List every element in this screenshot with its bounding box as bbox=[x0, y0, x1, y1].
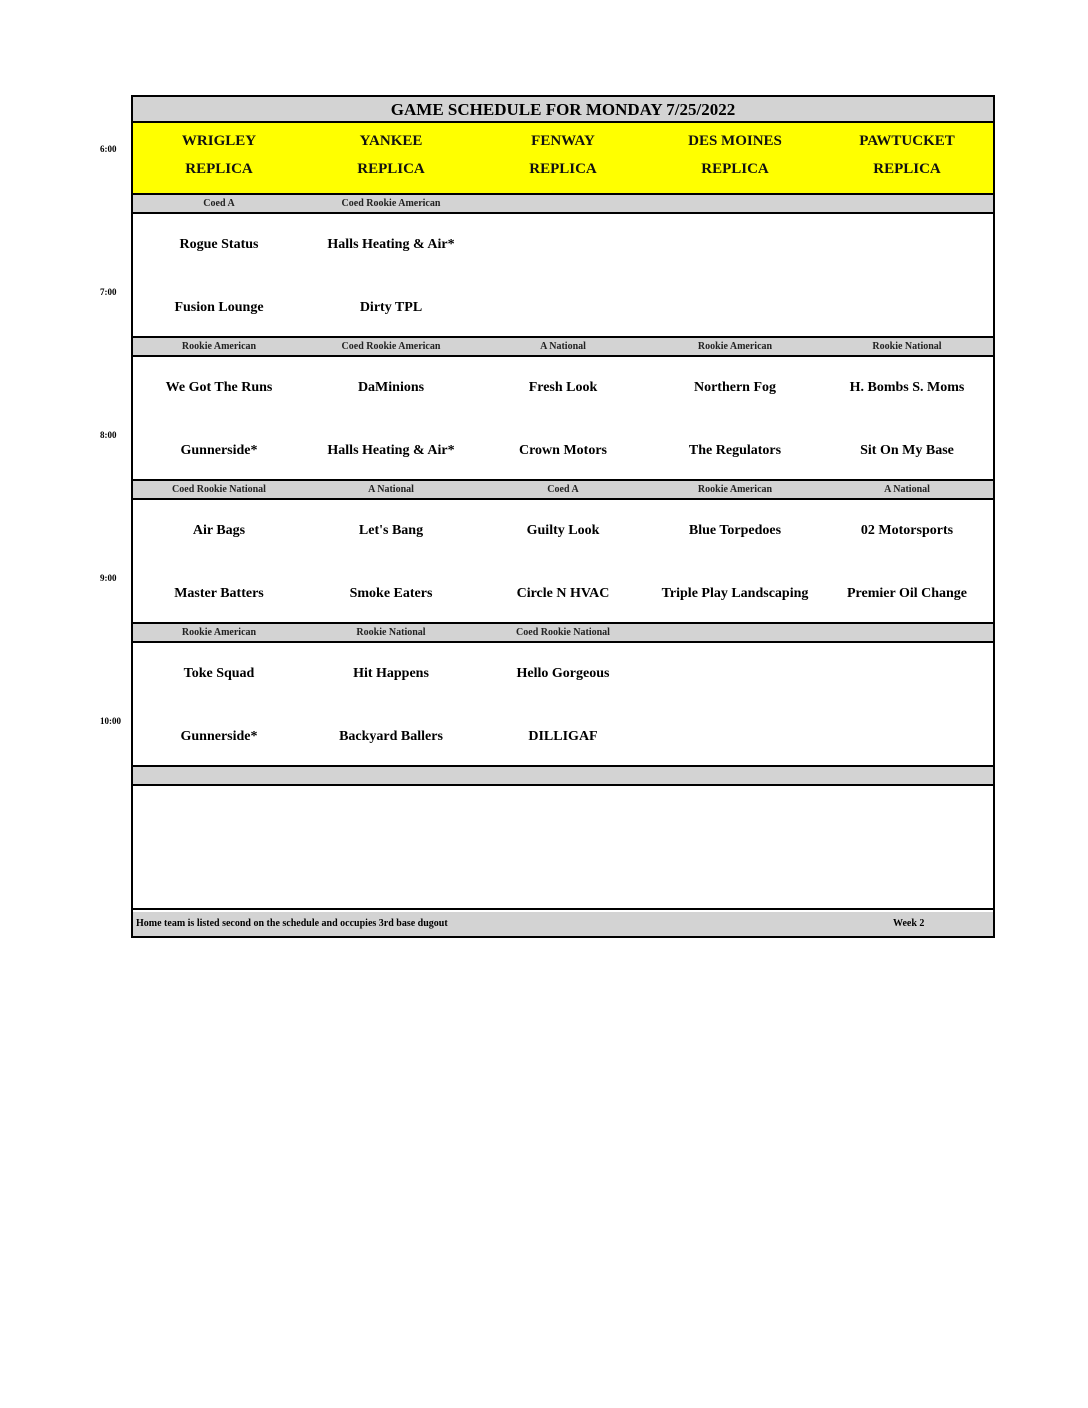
division-label: A National bbox=[821, 481, 993, 500]
home-team: Circle N HVAC bbox=[516, 586, 610, 601]
home-team: Smoke Eaters bbox=[349, 586, 433, 601]
field-header-pawtucket bbox=[821, 123, 993, 195]
away-team: Hit Happens bbox=[353, 666, 429, 681]
game-cell bbox=[477, 786, 651, 910]
home-team: Crown Motors bbox=[518, 443, 607, 458]
time-label: 10:00 bbox=[100, 716, 121, 726]
division-label: Rookie American bbox=[649, 481, 823, 500]
division-label bbox=[821, 767, 993, 786]
game-cell bbox=[477, 500, 651, 624]
time-label: 7:00 bbox=[100, 287, 117, 297]
game-cell bbox=[821, 643, 993, 767]
game-cell bbox=[649, 357, 823, 481]
game-cell bbox=[305, 357, 479, 481]
game-cell bbox=[821, 786, 993, 910]
away-team: Rogue Status bbox=[179, 237, 259, 252]
home-team: Master Batters bbox=[174, 586, 264, 601]
field-header-fenway bbox=[477, 123, 651, 195]
home-team: Halls Heating & Air* bbox=[327, 443, 455, 458]
division-label bbox=[133, 767, 307, 786]
home-team: Dirty TPL bbox=[359, 300, 423, 315]
division-label bbox=[649, 624, 823, 643]
field-type: REPLICA bbox=[357, 161, 425, 177]
field-name: DES MOINES bbox=[688, 133, 782, 149]
away-team: Northern Fog bbox=[693, 380, 777, 395]
home-team: Gunnerside* bbox=[180, 729, 258, 744]
away-team: Fresh Look bbox=[528, 380, 598, 395]
away-team: Air Bags bbox=[192, 523, 246, 538]
home-team: DILLIGAF bbox=[528, 729, 598, 744]
division-label: Rookie American bbox=[649, 338, 823, 357]
away-team: Guilty Look bbox=[526, 523, 600, 538]
week-label: Week 2 bbox=[893, 918, 925, 929]
game-cell bbox=[477, 357, 651, 481]
game-cell bbox=[305, 500, 479, 624]
game-cell bbox=[477, 214, 651, 338]
home-team-note: Home team is listed second on the schedule and occupies 3rd base dugout bbox=[136, 918, 448, 929]
game-cell bbox=[821, 357, 993, 481]
division-label: Coed Rookie National bbox=[133, 481, 307, 500]
game-cell bbox=[649, 500, 823, 624]
field-name: WRIGLEY bbox=[181, 133, 257, 149]
game-cell bbox=[477, 643, 651, 767]
field-type: REPLICA bbox=[701, 161, 769, 177]
home-team: Fusion Lounge bbox=[174, 300, 264, 315]
division-label: Coed Rookie National bbox=[477, 624, 651, 643]
game-cell bbox=[821, 500, 993, 624]
game-cell bbox=[649, 786, 823, 910]
away-team: 02 Motorsports bbox=[860, 523, 954, 538]
game-cell bbox=[133, 643, 307, 767]
field-name: FENWAY bbox=[531, 133, 595, 149]
division-label bbox=[821, 624, 993, 643]
division-label: Rookie American bbox=[133, 624, 307, 643]
game-cell bbox=[821, 214, 993, 338]
away-team: Blue Torpedoes bbox=[688, 523, 782, 538]
game-cell bbox=[133, 786, 307, 910]
division-label: Rookie American bbox=[133, 338, 307, 357]
division-label bbox=[649, 767, 823, 786]
away-team: DaMinions bbox=[357, 380, 425, 395]
division-label: Coed A bbox=[477, 481, 651, 500]
away-team: We Got The Runs bbox=[165, 380, 273, 395]
schedule-table bbox=[131, 95, 995, 938]
division-label: Rookie National bbox=[821, 338, 993, 357]
division-label: Coed Rookie American bbox=[305, 195, 479, 214]
division-label bbox=[649, 195, 823, 214]
home-team: Triple Play Landscaping bbox=[661, 586, 809, 601]
home-team: Premier Oil Change bbox=[846, 586, 968, 601]
field-header-wrigley bbox=[133, 123, 307, 195]
game-cell bbox=[305, 214, 479, 338]
game-cell bbox=[649, 214, 823, 338]
time-label: 9:00 bbox=[100, 573, 117, 583]
field-name: YANKEE bbox=[359, 133, 423, 149]
home-team: The Regulators bbox=[688, 443, 782, 458]
division-label bbox=[821, 195, 993, 214]
field-type: REPLICA bbox=[529, 161, 597, 177]
away-team: Hello Gorgeous bbox=[516, 666, 610, 681]
time-label: 6:00 bbox=[100, 144, 117, 154]
division-label: A National bbox=[305, 481, 479, 500]
schedule-title: GAME SCHEDULE FOR MONDAY 7/25/2022 bbox=[133, 97, 993, 123]
schedule-footer bbox=[133, 912, 993, 936]
game-cell bbox=[133, 500, 307, 624]
field-type: REPLICA bbox=[185, 161, 253, 177]
home-team: Sit On My Base bbox=[860, 443, 954, 458]
division-label bbox=[477, 195, 651, 214]
division-label: Coed A bbox=[133, 195, 307, 214]
game-cell bbox=[305, 786, 479, 910]
field-header-des-moines bbox=[649, 123, 823, 195]
time-label: 8:00 bbox=[100, 430, 117, 440]
home-team: Backyard Ballers bbox=[339, 729, 443, 744]
away-team: Halls Heating & Air* bbox=[327, 237, 455, 252]
division-label: Coed Rookie American bbox=[305, 338, 479, 357]
home-team: Gunnerside* bbox=[180, 443, 258, 458]
game-cell bbox=[305, 643, 479, 767]
away-team: H. Bombs S. Moms bbox=[849, 380, 965, 395]
game-cell bbox=[133, 357, 307, 481]
field-header-yankee bbox=[305, 123, 479, 195]
division-label: A National bbox=[477, 338, 651, 357]
division-label bbox=[477, 767, 651, 786]
field-name: PAWTUCKET bbox=[859, 133, 955, 149]
away-team: Toke Squad bbox=[183, 666, 255, 681]
field-type: REPLICA bbox=[873, 161, 941, 177]
game-cell bbox=[133, 214, 307, 338]
division-label: Rookie National bbox=[305, 624, 479, 643]
game-cell bbox=[649, 643, 823, 767]
away-team: Let's Bang bbox=[358, 523, 424, 538]
division-label bbox=[305, 767, 479, 786]
